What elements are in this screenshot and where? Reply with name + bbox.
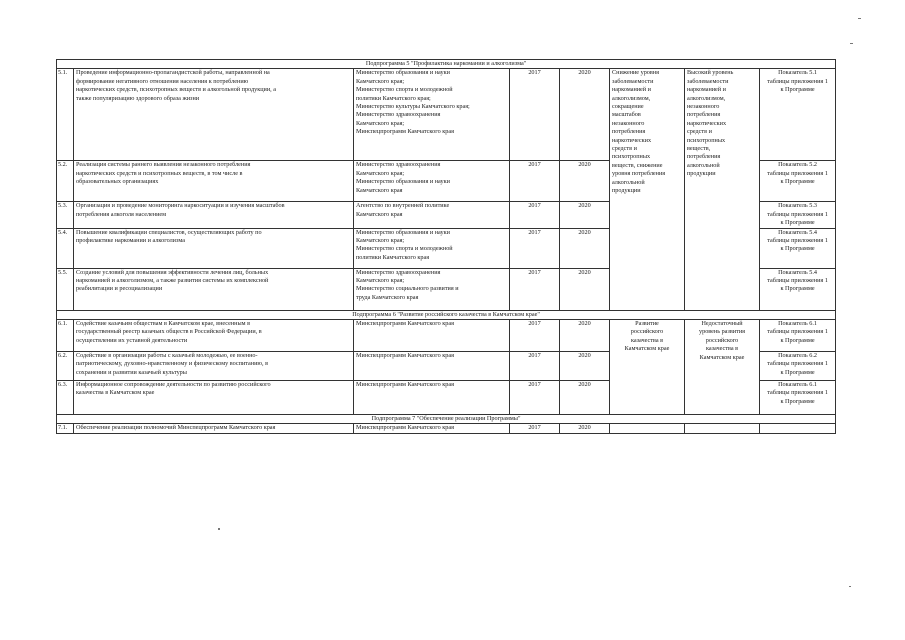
scan-speck: [850, 43, 853, 44]
risk-consequence-continued: [685, 228, 760, 310]
row-number: 5.2.: [57, 161, 74, 202]
table-row: [57, 320, 836, 352]
indicator-link: Показатель 5.4 таблицы приложения 1 к Программе: [760, 268, 836, 310]
indicator-link: [760, 424, 836, 433]
program-table-page: [56, 59, 835, 434]
end-year: 2020: [560, 161, 610, 202]
indicator-link: Показатель 5.3 таблицы приложения 1 к Программе: [760, 202, 836, 228]
end-year: 2020: [560, 69, 610, 161]
row-number: 5.5.: [57, 268, 74, 310]
activity-name: Проведение информационно-пропагандистской работы, направленной на формирование негативного отношения населения к потреблению наркотических средств, психотропных веществ и алкогольной продукции, а также популяризацию здорового образа жизни: [74, 69, 354, 161]
risk-consequence: Недостаточный уровень развития российского казачества в Камчатском крае: [685, 320, 760, 415]
activity-name: Обеспечение реализации полномочий Минспецпрограмм Камчатского края: [74, 424, 354, 433]
start-year: 2017: [510, 161, 560, 202]
indicator-link: Показатель 5.2 таблицы приложения 1 к Программе: [760, 161, 836, 202]
scan-speck: [858, 18, 861, 19]
start-year: 2017: [510, 352, 560, 381]
program-activities-table: [56, 59, 836, 434]
row-number: 5.4.: [57, 228, 74, 268]
end-year: 2020: [560, 228, 610, 268]
start-year: 2017: [510, 228, 560, 268]
activity-name: Содействие в организации работы с казачьей молодежью, ее военно- патриотическому, духовно-нравственному и физическому воспитанию, в сохранении и развитии казачьей культуры: [74, 352, 354, 381]
table-row: [57, 228, 836, 268]
end-year: 2020: [560, 268, 610, 310]
executor: Агентство по внутренней политике Камчатского края: [354, 202, 510, 228]
subprogram-5-header-row: [57, 60, 836, 69]
subprogram-5-title: Подпрограмма 5 "Профилактика наркомании и алкоголизма": [57, 60, 836, 69]
row-number: 6.1.: [57, 320, 74, 352]
scan-speck: [849, 586, 851, 587]
executor: Минспецпрограмм Камчатского края: [354, 381, 510, 415]
start-year: 2017: [510, 202, 560, 228]
indicator-link: Показатель 6.1 таблицы приложения 1 к Программе: [760, 381, 836, 415]
expected-result-continued: [610, 228, 685, 310]
subprogram-6-title: Подпрограмма 6 "Развитие российского казачества в Камчатском крае": [57, 310, 836, 319]
expected-result: Развитие российского казачества в Камчатском крае: [610, 320, 685, 415]
end-year: 2020: [560, 320, 610, 352]
start-year: 2017: [510, 69, 560, 161]
row-number: 7.1.: [57, 424, 74, 433]
scan-speck: [218, 528, 220, 530]
expected-result: [610, 424, 685, 433]
start-year: 2017: [510, 268, 560, 310]
indicator-link: Показатель 5.1 таблицы приложения 1 к Программе: [760, 69, 836, 161]
row-number: 6.3.: [57, 381, 74, 415]
risk-consequence: Высокий уровень заболеваемости наркоманией и алкоголизмом, незаконного потребления наркотических средств и психотропных веществ, потребления алкогольной продукции: [685, 69, 760, 228]
start-year: 2017: [510, 424, 560, 433]
activity-name: Реализация системы раннего выявления незаконного потребления наркотических средств и психотропных веществ, в том числе в образовательных организациях: [74, 161, 354, 202]
executor: Министерство здравоохранения Камчатского края; Министерство социального развития и труда Камчатского края: [354, 268, 510, 310]
activity-name: Информационное сопровождение деятельности по развитию российского казачества в Камчатском крае: [74, 381, 354, 415]
row-number: 5.1.: [57, 69, 74, 161]
activity-name: Содействие казачьим обществам в Камчатском крае, внесенным в государственный реестр казачьих обществ в Российской Федерации, в осуществлении их уставной деятельности: [74, 320, 354, 352]
table-row: [57, 69, 836, 161]
activity-name: Организация и проведение мониторинга наркоситуации и изучения масштабов потребления алкоголя населением: [74, 202, 354, 228]
executor: Минспецпрограмм Камчатского края: [354, 424, 510, 433]
subprogram-6-header-row: [57, 310, 836, 319]
row-number: 5.3.: [57, 202, 74, 228]
activity-name: Создание условий для повышения эффективности лечения лиц, больных наркоманией и алкоголизмом, а также развития системы их комплексной реабилитации и ресоциализации: [74, 268, 354, 310]
executor: Министерство здравоохранения Камчатского края; Министерство образования и науки Камчатского края: [354, 161, 510, 202]
executor: Минспецпрограмм Камчатского края: [354, 352, 510, 381]
table-row: [57, 424, 836, 433]
risk-consequence: [685, 424, 760, 433]
expected-result: Снижение уровня заболеваемости наркоманией и алкоголизмом, сокращение масштабов незаконного потребления наркотических средств и психотропных веществ, снижение уровня потребления алкогольной продукции: [610, 69, 685, 228]
row-number: 6.2.: [57, 352, 74, 381]
end-year: 2020: [560, 424, 610, 433]
end-year: 2020: [560, 381, 610, 415]
start-year: 2017: [510, 381, 560, 415]
executor: Минспецпрограмм Камчатского края: [354, 320, 510, 352]
activity-name: Повышение квалификации специалистов, осуществляющих работу по профилактике наркомании и алкоголизма: [74, 228, 354, 268]
subprogram-7-title: Подпрограмма 7 "Обеспечение реализации Программы": [57, 415, 836, 424]
executor: Министерство образования и науки Камчатского края; Министерство спорта и молодежной политики Камчатского края: [354, 228, 510, 268]
executor: Министерство образования и науки Камчатского края; Министерство спорта и молодежной политики Камчатского края; Министерство культуры Камчатского края; Министерство здравоохранения Камчатского края; Минспецпрограмм Камчатского края: [354, 69, 510, 161]
indicator-link: Показатель 6.2 таблицы приложения 1 к Программе: [760, 352, 836, 381]
end-year: 2020: [560, 352, 610, 381]
end-year: 2020: [560, 202, 610, 228]
indicator-link: Показатель 5.4 таблицы приложения 1 к Программе: [760, 228, 836, 268]
subprogram-7-header-row: [57, 415, 836, 424]
start-year: 2017: [510, 320, 560, 352]
indicator-link: Показатель 6.1 таблицы приложения 1 к Программе: [760, 320, 836, 352]
